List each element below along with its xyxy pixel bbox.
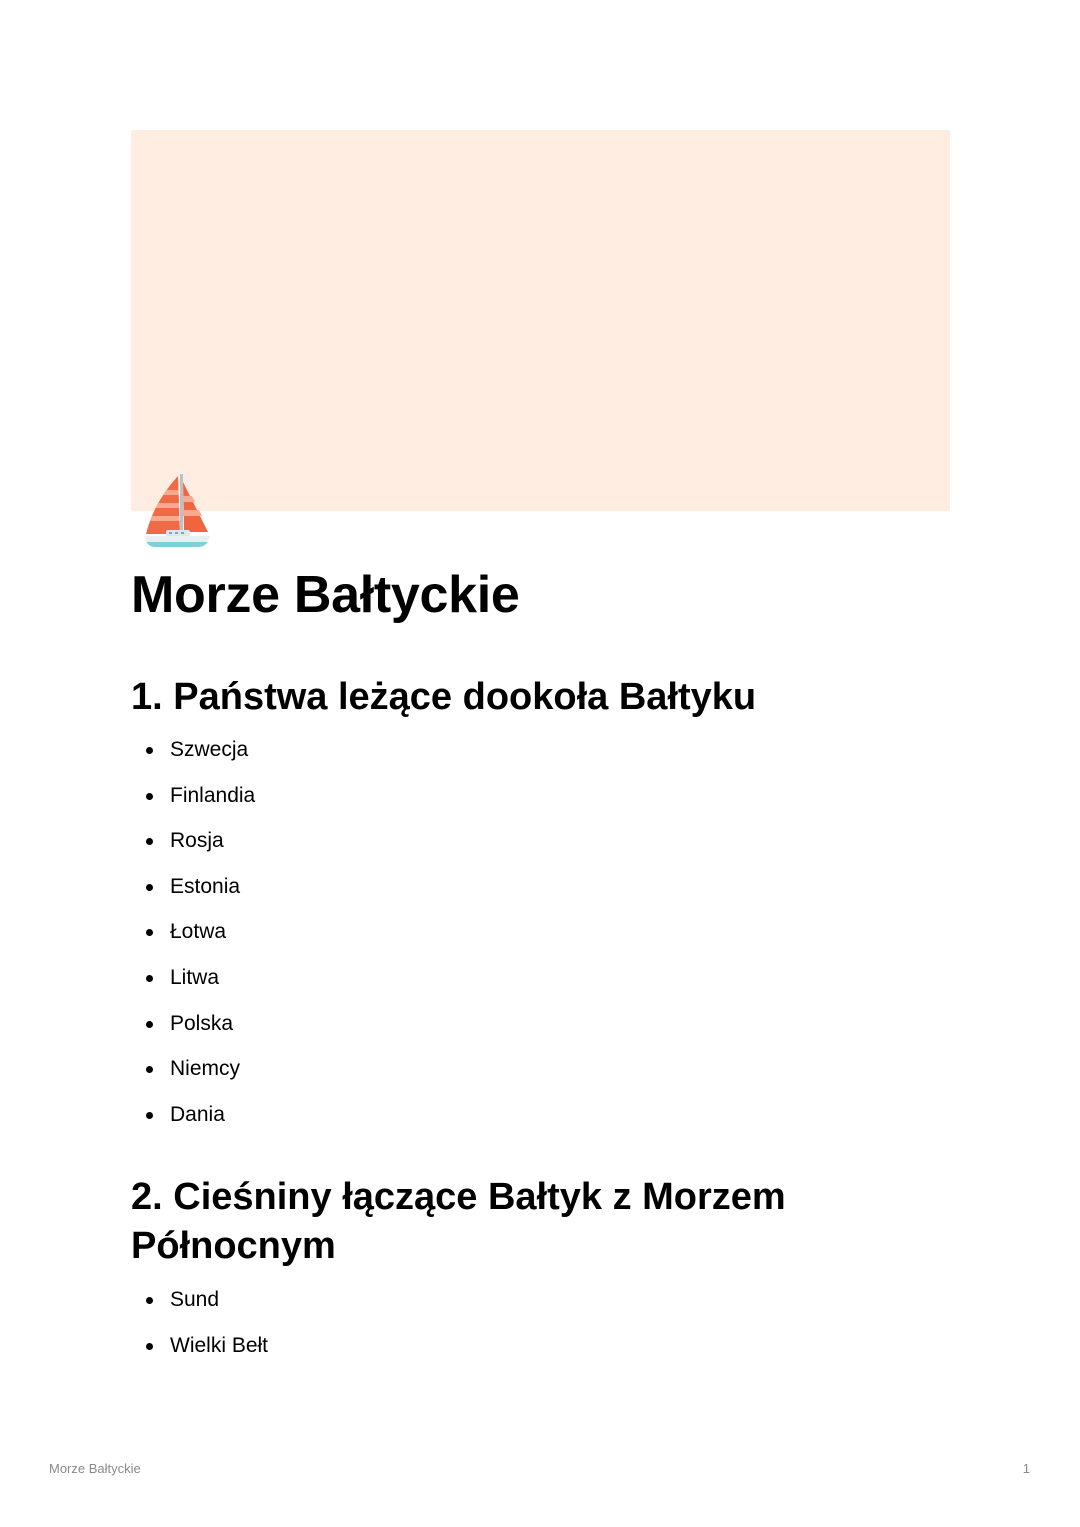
list-item-text: Rosja [170, 829, 224, 853]
bullet-icon [146, 975, 153, 982]
straits-list [131, 1281, 268, 1372]
bullet-icon [146, 884, 153, 891]
bullet-icon [146, 1343, 153, 1350]
list-item [131, 1096, 255, 1142]
bullet-icon [146, 1112, 153, 1119]
list-item-text: Szwecja [170, 738, 249, 761]
list-item [131, 822, 255, 868]
list-item [131, 1327, 268, 1373]
list-item [131, 1050, 255, 1096]
sailboat-icon [140, 472, 214, 552]
cover-image [131, 130, 950, 511]
list-item-text: Dania [170, 1102, 225, 1126]
bullet-icon [146, 1066, 153, 1073]
list-item [131, 868, 255, 914]
bullet-icon [146, 793, 153, 800]
list-item [131, 1281, 268, 1327]
bullet-icon [146, 1021, 153, 1028]
bullet-icon [146, 929, 153, 936]
list-item-text: Sund [170, 1288, 220, 1311]
countries-list [131, 731, 255, 1141]
list-item-text: Finlandia [170, 783, 256, 807]
list-item [131, 1005, 255, 1051]
list-item-text: Litwa [170, 965, 220, 989]
list-item-text: Niemcy [170, 1057, 241, 1081]
bullet-icon [146, 838, 153, 845]
list-item [131, 913, 255, 959]
bullet-icon [146, 1297, 153, 1304]
list-item-text: Polska [170, 1011, 234, 1035]
list-item-text: Łotwa [170, 920, 227, 944]
bullet-icon [146, 747, 153, 754]
list-item [131, 731, 255, 777]
section-heading-straits: 2. Cieśniny łączące Bałtyk z Morzem Północnym [131, 1176, 786, 1267]
page-title: Morze Bałtyckie [131, 566, 520, 624]
footer-page-number: 1 [1022, 1461, 1030, 1476]
list-item [131, 959, 255, 1005]
list-item-text: Wielki Bełt [170, 1333, 269, 1357]
list-item-text: Estonia [170, 874, 241, 898]
footer-document-title: Morze Bałtyckie [49, 1461, 141, 1476]
section-heading-countries: 1. Państwa leżące dookoła Bałtyku [131, 676, 757, 718]
list-item [131, 777, 255, 823]
